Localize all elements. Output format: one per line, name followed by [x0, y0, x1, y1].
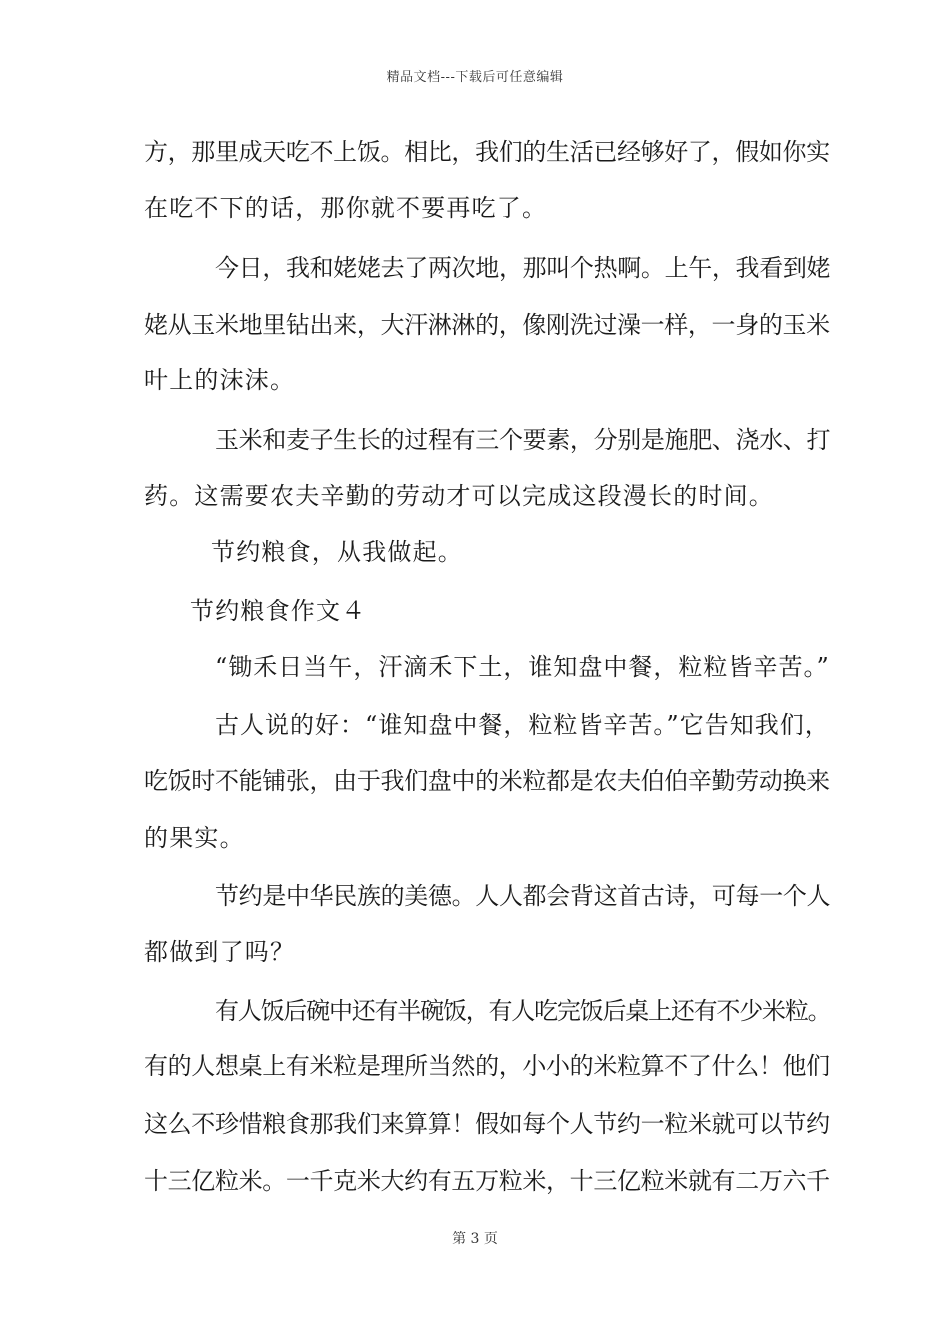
text-line: 有人饭后碗中还有半碗饭，有人吃完饭后桌上还有不少米粒。 [215, 997, 831, 1025]
text-line: 古人说的好：“谁知盘中餐，粒粒皆辛苦。”它告知我们， [215, 711, 830, 739]
text-line: 有的人想桌上有米粒是理所当然的，小小的米粒算不了什么！他们 [144, 1052, 830, 1080]
text-line: 药。这需要农夫辛勤的劳动才可以完成这段漫长的时间。 [144, 482, 774, 510]
text-line: 方，那里成天吃不上饭。相比，我们的生活已经够好了，假如你实 [144, 138, 830, 166]
text-line: 节约粮食，从我做起。 [211, 538, 463, 566]
text-line: 在吃不下的话，那你就不要再吃了。 [144, 194, 548, 222]
text-line: 姥从玉米地里钻出来，大汗淋淋的，像刚洗过澡一样，一身的玉米 [144, 311, 830, 339]
page-number: 第 3 页 [452, 1231, 498, 1247]
text-line: 节约是中华民族的美德。人人都会背这首古诗，可每一个人 [215, 882, 831, 910]
text-line: 这么不珍惜粮食那我们来算算！假如每个人节约一粒米就可以节约 [144, 1110, 830, 1138]
text-line: “锄禾日当午，汗滴禾下土，谁知盘中餐，粒粒皆辛苦。” [215, 653, 830, 681]
text-line: 叶上的沫沫。 [144, 366, 296, 394]
text-line: 十三亿粒米。一千克米大约有五万粒米，十三亿粒米就有二万六千 [144, 1167, 830, 1195]
text-line: 的果实。 [144, 824, 245, 852]
page-header: 精品文档---下载后可任意编辑 [386, 70, 564, 85]
text-line: 玉米和麦子生长的过程有三个要素，分别是施肥、浇水、打 [215, 426, 831, 454]
section-heading: 节约粮食作文４ [190, 597, 367, 625]
text-line: 今日，我和姥姥去了两次地，那叫个热啊。上午，我看到姥 [215, 254, 831, 282]
text-line: 都做到了吗？ [144, 938, 296, 966]
text-line: 吃饭时不能铺张，由于我们盘中的米粒都是农夫伯伯辛勤劳动换来 [144, 767, 830, 795]
